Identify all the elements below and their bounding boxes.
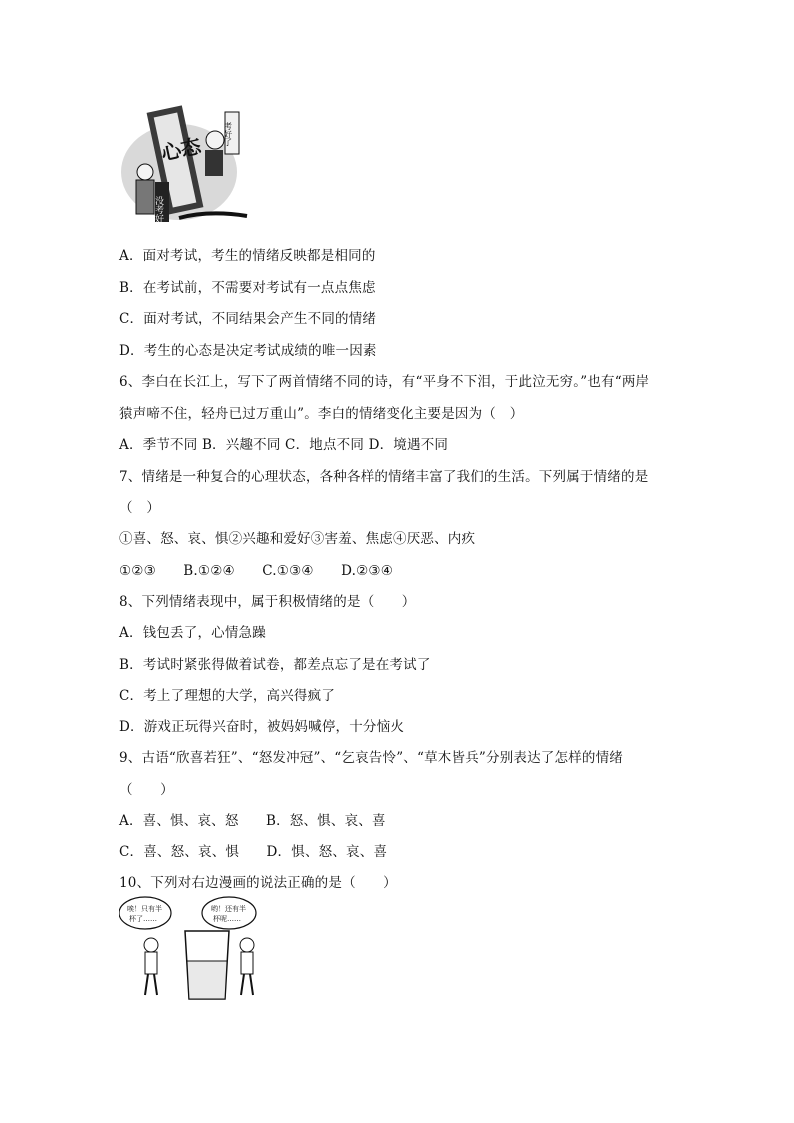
option-8d: D．游戏正玩得兴奋时，被妈妈喊停，十分恼火 <box>119 719 405 735</box>
scroll-text-top: 心态 <box>158 133 204 166</box>
option-8a: A．钱包丢了，心情急躁 <box>119 625 266 641</box>
question-6-options: A．季节不同 B．兴趣不同 C．地点不同 D．境遇不同 <box>119 437 449 453</box>
left-banner-text: 没考好 <box>153 196 163 223</box>
option-8b: B．考试时紧张得做着试卷，都差点忘了是在考试了 <box>119 657 431 673</box>
question-6-line-1: 6、李白在长江上，写下了两首情绪不同的诗，有“平身不下泪，于此泣无穷。”也有“两岸 <box>119 374 650 390</box>
half-glass-cartoon-image <box>119 895 277 1005</box>
option-5a: A．面对考试，考生的情绪反映都是相同的 <box>119 248 376 264</box>
right-bubble-line-1: 哟！还有半 <box>211 905 246 913</box>
left-bubble-line-2: 杯了…… <box>129 915 157 923</box>
left-bubble-line-1: 唉！只有半 <box>127 905 162 913</box>
question-7-line-2: （ ） <box>119 500 161 516</box>
question-8-stem: 8、下列情绪表现中，属于积极情绪的是（ ） <box>119 594 416 610</box>
option-8c: C．考上了理想的大学，高兴得疯了 <box>119 688 336 704</box>
question-9-options-ab: A．喜、惧、哀、怒 B．怒、惧、哀、喜 <box>119 813 386 829</box>
question-10-stem: 10、下列对右边漫画的说法正确的是（ ） <box>119 875 397 891</box>
question-7-options: ①②③ B.①②④ C.①③④ D.②③④ <box>119 563 394 579</box>
question-9-options-cd: C．喜、怒、哀、惧 D．惧、怒、哀、喜 <box>119 844 388 860</box>
question-9-line-2: （ ） <box>119 782 174 798</box>
question-6-line-2: 猿声啼不住，轻舟已过万重山”。李白的情绪变化主要是因为（ ） <box>119 406 524 422</box>
question-7-line-1: 7、情绪是一种复合的心理状态，各种各样的情绪丰富了我们的生活。下列属于情绪的是 <box>119 469 649 485</box>
right-banner-text: 考好了 <box>223 122 233 146</box>
option-5b: B．在考试前，不需要对考试有一点点焦虑 <box>119 280 376 296</box>
right-bubble-line-2: 杯呢…… <box>213 915 241 923</box>
question-9-line-1: 9、古语“欣喜若狂”、“怒发冲冠”、“乞哀告怜”、“草木皆兵”分别表达了怎样的情绪 <box>119 750 624 766</box>
question-7-items: ①喜、怒、哀、惧②兴趣和爱好③害羞、焦虑④厌恶、内疚 <box>119 531 476 547</box>
option-5d: D．考生的心态是决定考试成绩的唯一因素 <box>119 343 377 359</box>
mindset-cartoon-image <box>119 100 249 230</box>
option-5c: C．面对考试，不同结果会产生不同的情绪 <box>119 311 377 327</box>
